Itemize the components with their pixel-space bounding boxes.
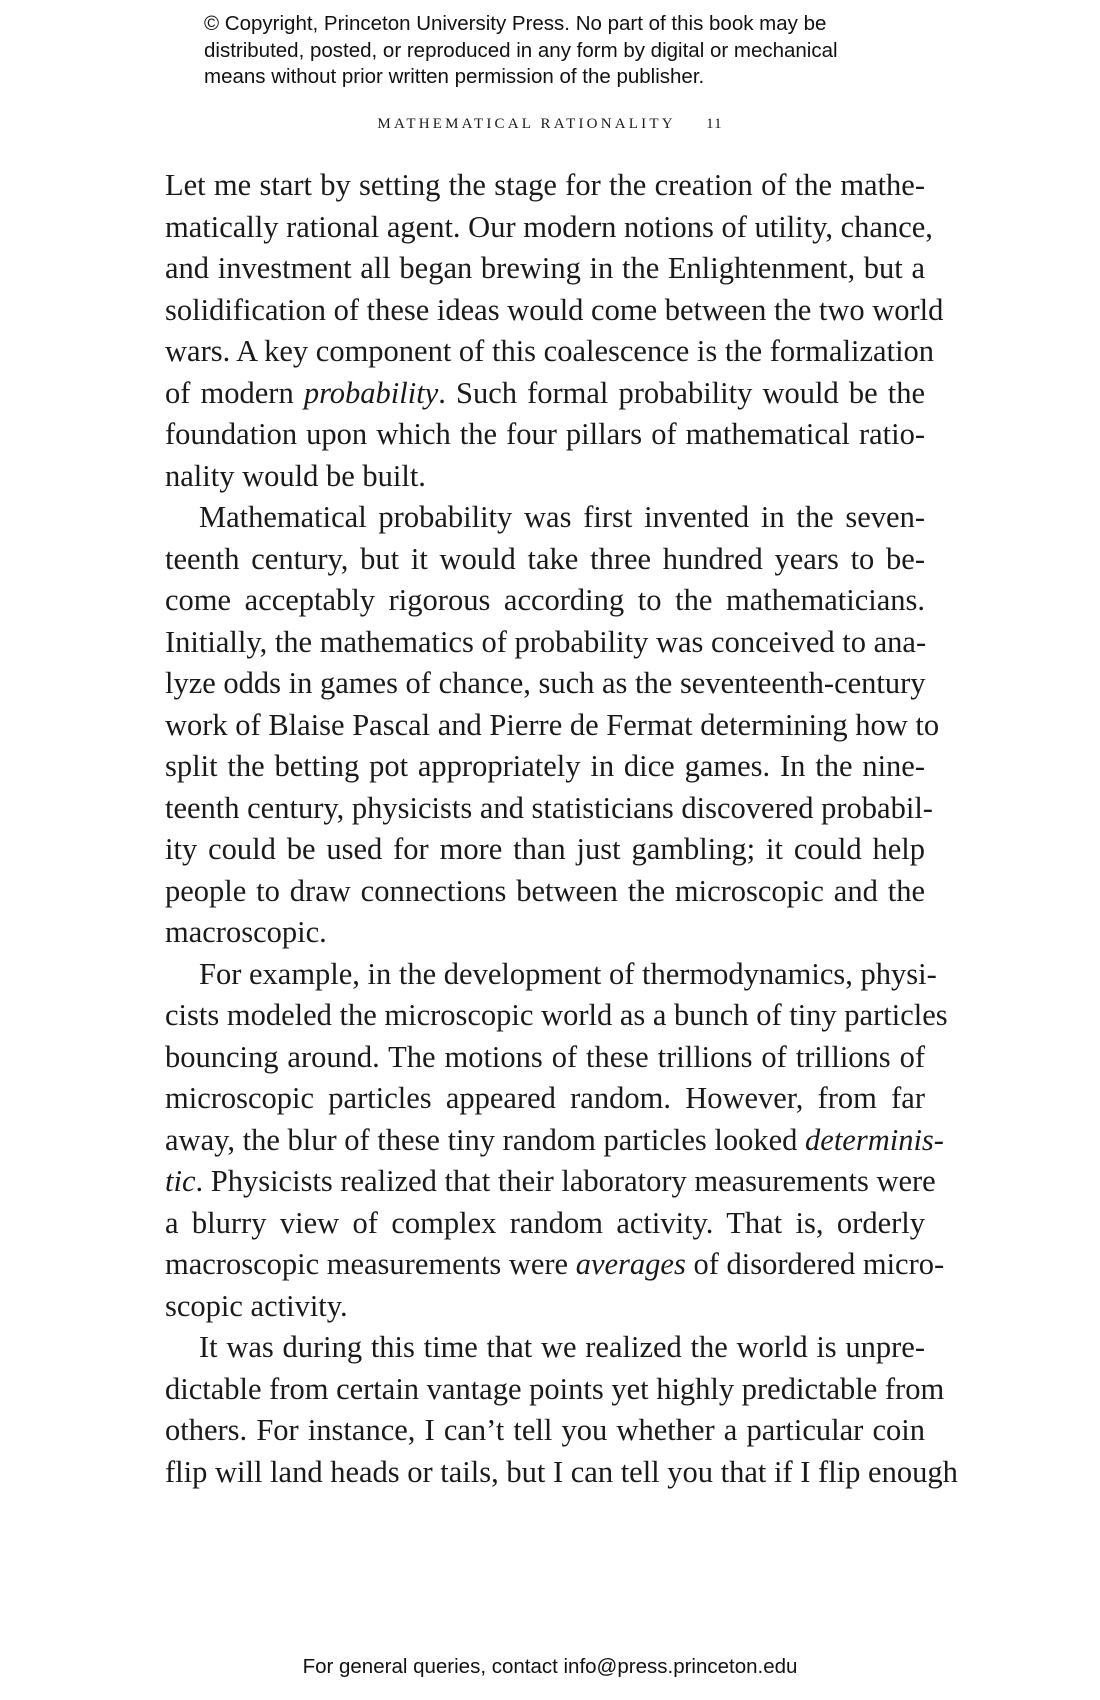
text-run: matically rational agent. Our modern notions of utility, chance, (165, 209, 933, 244)
text-line (165, 663, 925, 705)
text-run: others. For instance, I can’t tell you whether a particular coin (165, 1413, 925, 1447)
text-run: foundation upon which the four pillars of mathematical ratio- (165, 417, 925, 451)
paragraph (165, 954, 948, 1328)
text-run: wars. A key component of this coalescence is the formalization (165, 334, 935, 368)
italic-text: averages (575, 1247, 686, 1281)
text-line (165, 871, 925, 913)
text-run: work of Blaise Pascal and Pierre de Fermat determining how to (165, 707, 940, 742)
text-run: flip will land heads or tails, but I can tell you that if I flip enough (165, 1454, 958, 1489)
page-number: 11 (706, 116, 723, 132)
copyright-line: means without prior written permission of the publisher. (204, 65, 705, 88)
text-line (165, 995, 948, 1037)
text-run: people to draw connections between the microscopic and the (165, 873, 925, 908)
paragraph (165, 165, 944, 497)
text-line (165, 746, 925, 788)
text-line (165, 829, 925, 871)
text-run: macroscopic. (165, 915, 327, 949)
body-text (165, 165, 958, 1493)
text-run: Initially, the mathematics of probability was conceived to ana- (165, 624, 927, 659)
text-line (165, 912, 925, 954)
text-run: . Physicists realized that their laboratory measurements were (195, 1164, 936, 1198)
text-run: macroscopic measurements were (165, 1247, 576, 1281)
text-run: lyze odds in games of chance, such as the seventeenth-century (165, 666, 926, 700)
running-head (0, 116, 1100, 133)
text-line (165, 788, 933, 830)
text-run: bouncing around. The motions of these trillions of trillions of (165, 1039, 925, 1074)
text-line (165, 1410, 925, 1452)
text-run: nality would be built. (165, 458, 426, 493)
text-line (165, 290, 944, 332)
text-run: scopic activity. (165, 1288, 348, 1323)
italic-text: probability (303, 375, 439, 410)
text-run: teenth century, physicists and statisticians discovered probabil- (165, 790, 933, 825)
text-run: and investment all began brewing in the Enlightenment, but a (165, 251, 925, 285)
text-line (165, 1244, 945, 1286)
text-run: come acceptably rigorous according to the mathematicians. (165, 583, 925, 617)
text-run: teenth century, but it would take three hundred years to be- (165, 541, 925, 576)
text-line (165, 207, 933, 249)
text-line (165, 331, 935, 373)
paragraph (165, 497, 940, 954)
text-run: ity could be used for more than just gambling; it could help (165, 832, 925, 866)
copyright-line: distributed, posted, or reproduced in any form by digital or mechanical (204, 38, 838, 62)
text-run: cists modeled the microscopic world as a bunch of tiny particles (165, 998, 948, 1032)
copyright-line: © Copyright, Princeton University Press. No part of this book may be (204, 12, 827, 35)
text-line (165, 1286, 925, 1328)
text-line (165, 580, 925, 622)
text-run: split the betting pot appropriately in dice games. In the nine- (165, 749, 925, 783)
text-run: microscopic particles appeared random. However, from far (165, 1081, 925, 1115)
text-line (165, 456, 925, 498)
text-line (165, 1120, 944, 1162)
text-line (165, 1369, 945, 1411)
text-run: Mathematical probability was first invented in the seven- (199, 500, 925, 534)
text-line (165, 1037, 925, 1079)
text-run: . Such formal probability would be the (438, 375, 925, 410)
paragraph (165, 1327, 958, 1493)
text-line (165, 1078, 925, 1120)
text-line (165, 165, 925, 207)
text-run: It was during this time that we realized the world is unpre- (199, 1330, 925, 1364)
text-line (165, 1203, 925, 1245)
text-run: solidification of these ideas would come between the two world (165, 292, 944, 327)
text-line (165, 497, 925, 539)
italic-text: tic (165, 1164, 196, 1198)
text-run: of modern (165, 375, 304, 410)
text-run: Let me start by setting the stage for the creation of the mathe- (165, 168, 925, 202)
text-line (165, 373, 925, 415)
text-line (165, 705, 940, 747)
text-line (165, 622, 925, 664)
text-line (165, 954, 937, 996)
text-run: of disordered micro- (685, 1247, 945, 1281)
text-line (165, 1327, 925, 1369)
text-line (165, 539, 925, 581)
text-run: For example, in the development of thermodynamics, physi- (199, 956, 937, 991)
copyright-notice (204, 11, 964, 91)
text-run: away, the blur of these tiny random particles looked (165, 1122, 806, 1157)
text-line (165, 1452, 958, 1494)
running-head-title: MATHEMATICAL RATIONALITY (377, 116, 676, 132)
text-line (165, 414, 925, 456)
text-line (165, 1161, 936, 1203)
text-run: a blurry view of complex random activity. That is, orderly (165, 1205, 925, 1240)
italic-text: determinis- (805, 1122, 944, 1157)
text-run: dictable from certain vantage points yet highly predictable from (165, 1371, 945, 1406)
footer-contact: For general queries, contact info@press.princeton.edu (302, 1655, 798, 1678)
text-line (165, 248, 925, 290)
